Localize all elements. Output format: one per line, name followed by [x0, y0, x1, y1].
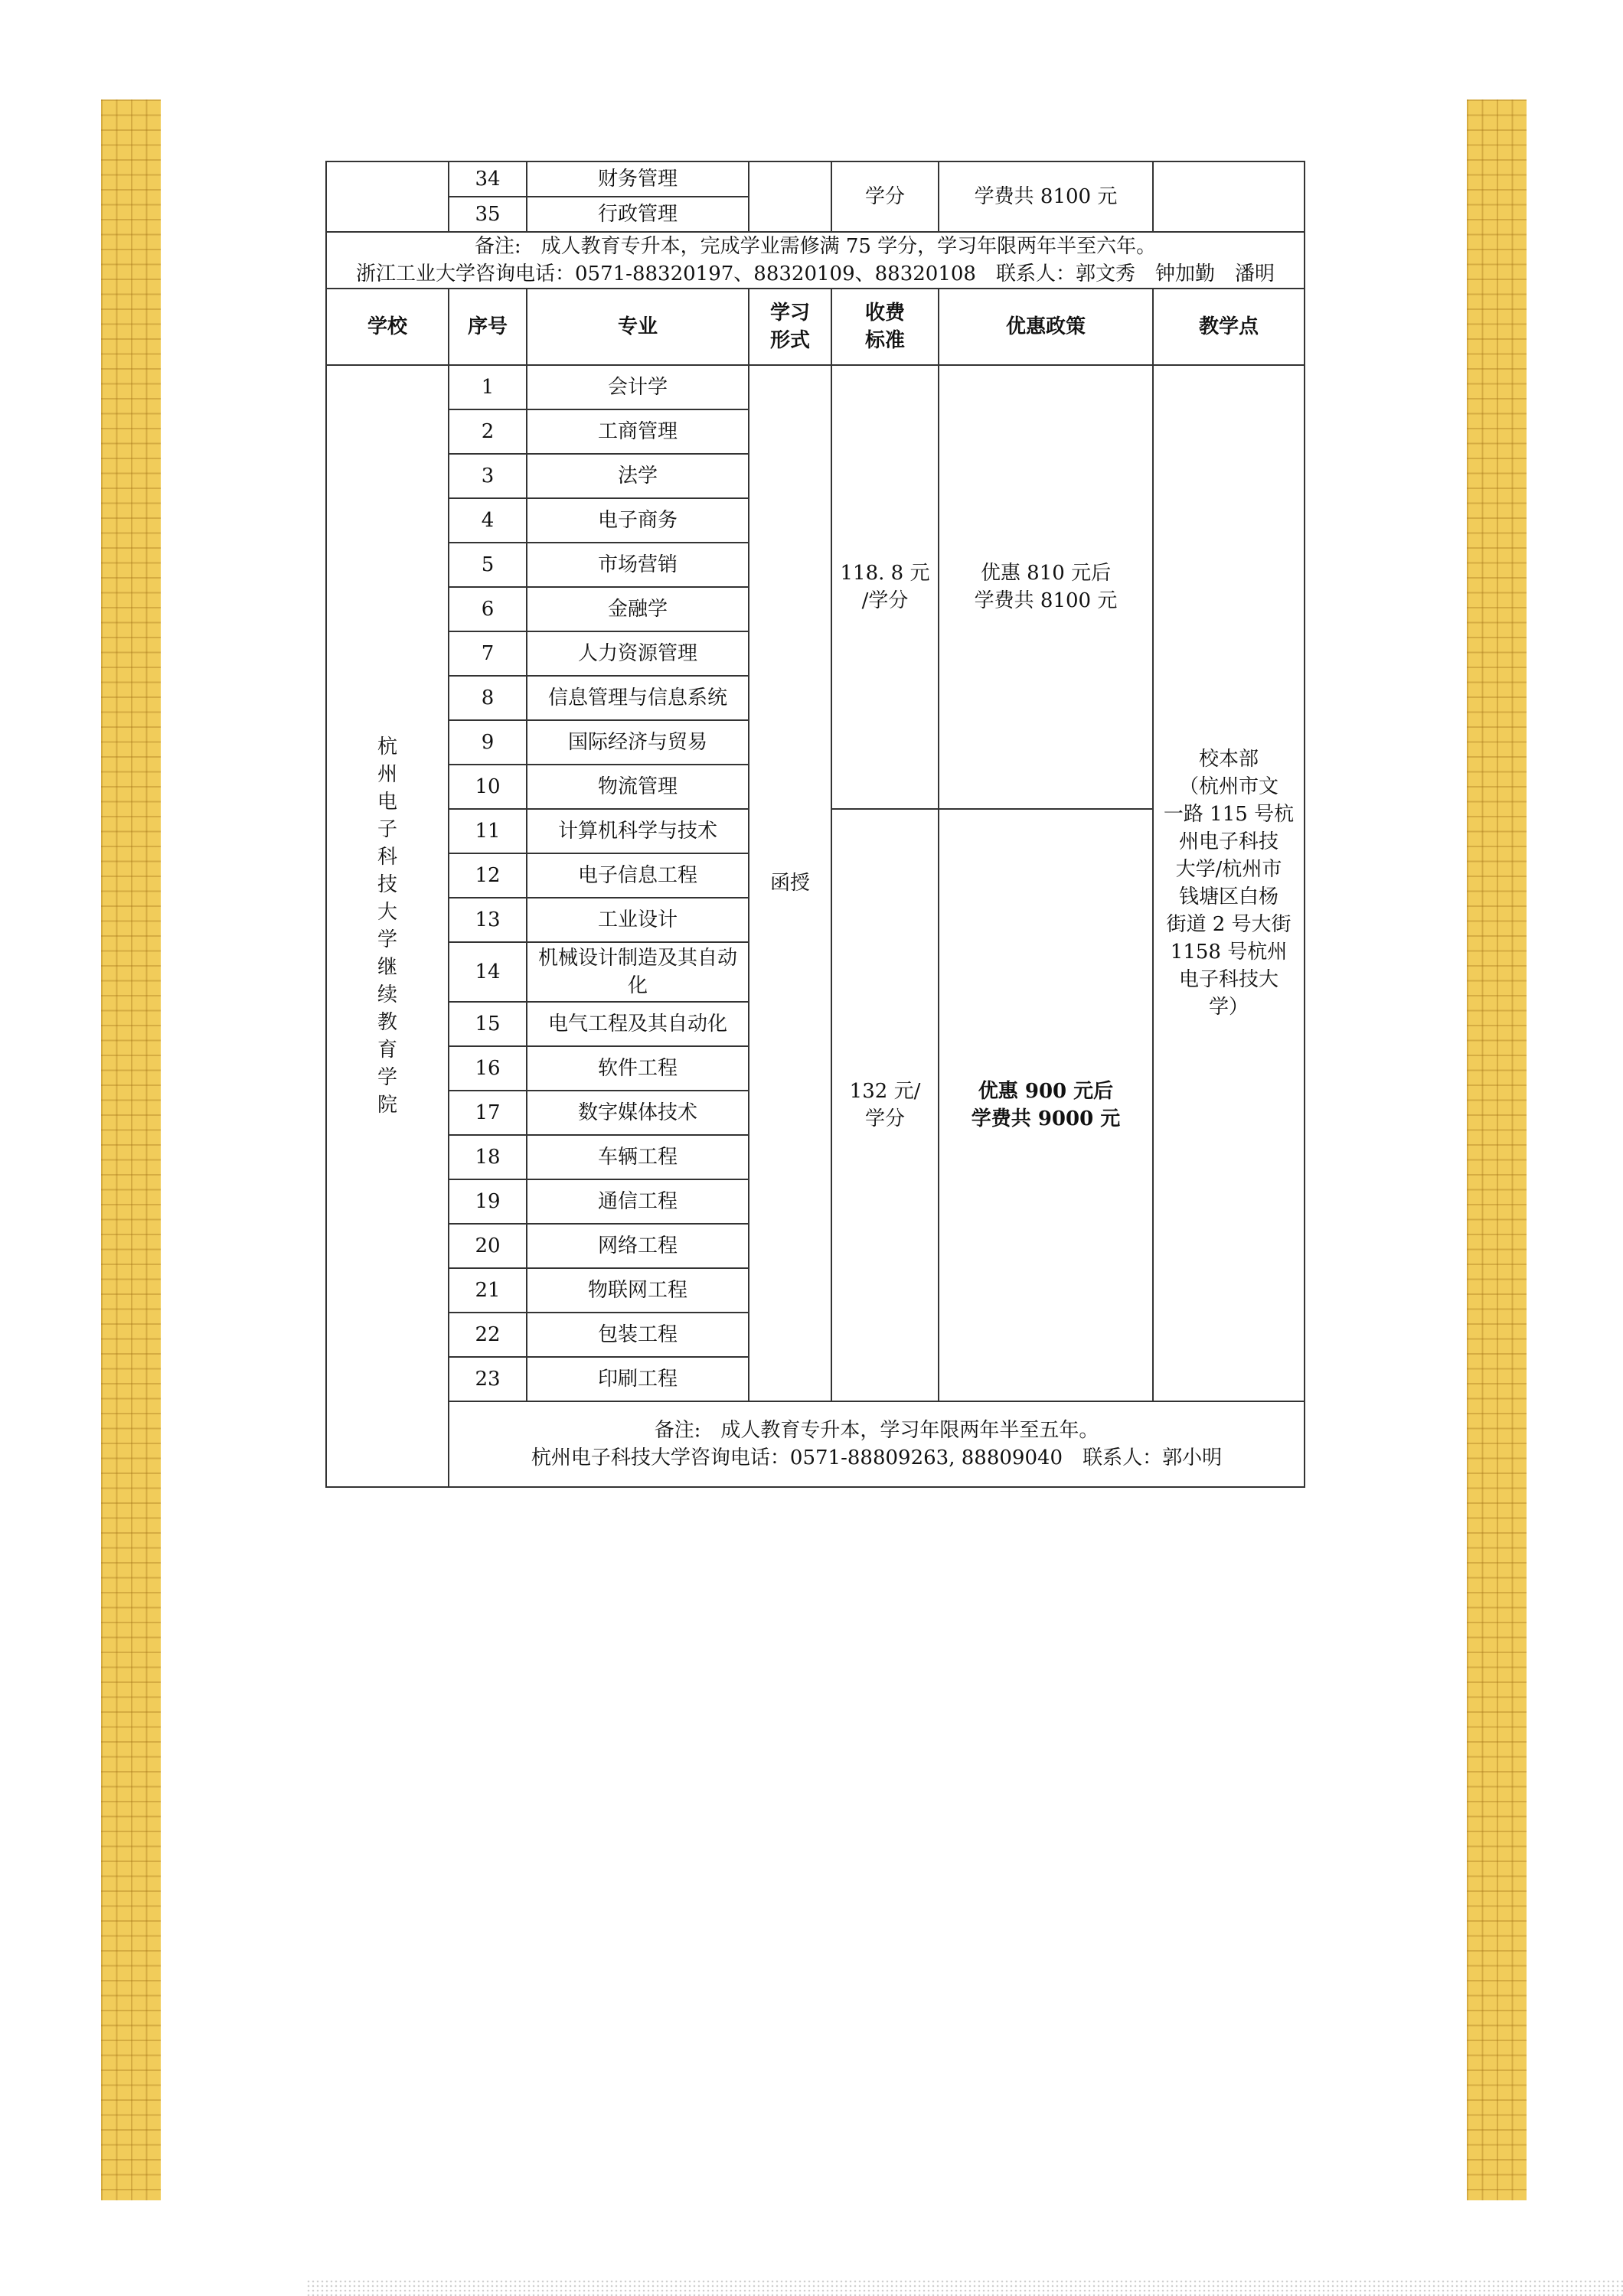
major-name: 通信工程	[527, 1179, 749, 1224]
row-number: 19	[449, 1179, 527, 1224]
row-number: 10	[449, 765, 527, 809]
major-name: 工业设计	[527, 898, 749, 942]
row-number: 5	[449, 543, 527, 587]
major-name: 网络工程	[527, 1224, 749, 1268]
table-row	[326, 161, 1305, 197]
school-name: 杭 州 电 子 科 技 大 学 继 续 教 育 学 院	[326, 365, 449, 1487]
top-note	[326, 232, 1305, 289]
school-cell-prev	[326, 161, 449, 232]
top-note-line: 备注: 成人教育专升本，完成学业需修满 75 学分，学习年限两年半至六年。	[474, 235, 1157, 258]
page-bottom-edge	[306, 2279, 1623, 2296]
row-number: 2	[449, 409, 527, 454]
row-number: 13	[449, 898, 527, 942]
fee-standard: 118. 8 元 /学分	[831, 365, 939, 809]
discount-policy: 优惠 810 元后 学费共 8100 元	[939, 365, 1153, 809]
left-decorative-strip	[101, 99, 161, 2200]
major-name: 印刷工程	[527, 1357, 749, 1401]
header-school: 学校	[326, 289, 449, 365]
bottom-note	[449, 1401, 1305, 1487]
enrollment-table	[325, 161, 1305, 1488]
header-no: 序号	[449, 289, 527, 365]
major-name: 人力资源管理	[527, 631, 749, 676]
major-name: 车辆工程	[527, 1135, 749, 1179]
major-name: 电气工程及其自动化	[527, 1002, 749, 1046]
bottom-note-line: 备注: 成人教育专升本，学习年限两年半至五年。	[654, 1419, 1099, 1442]
major-name: 包装工程	[527, 1313, 749, 1357]
major-name: 计算机科学与技术	[527, 809, 749, 853]
row-number: 8	[449, 676, 527, 720]
row-number: 35	[449, 197, 527, 232]
major-name: 财务管理	[527, 161, 749, 197]
row-number: 22	[449, 1313, 527, 1357]
row-number: 21	[449, 1268, 527, 1313]
teaching-location: 校本部 （杭州市文 一路 115 号杭 州电子科技 大学/杭州市 钱塘区白杨 街道 2 号大街 1158 号杭州 电子科技大 学）	[1153, 365, 1305, 1401]
header-policy: 优惠政策	[939, 289, 1153, 365]
table-row	[326, 365, 1305, 409]
major-name: 会计学	[527, 365, 749, 409]
header-location: 教学点	[1153, 289, 1305, 365]
row-number: 1	[449, 365, 527, 409]
table-header	[326, 289, 1305, 365]
major-name: 金融学	[527, 587, 749, 631]
row-number: 34	[449, 161, 527, 197]
major-name: 物流管理	[527, 765, 749, 809]
major-name: 软件工程	[527, 1046, 749, 1091]
table-row	[326, 1401, 1305, 1487]
major-name: 信息管理与信息系统	[527, 676, 749, 720]
row-number: 18	[449, 1135, 527, 1179]
major-name: 行政管理	[527, 197, 749, 232]
row-number: 7	[449, 631, 527, 676]
major-name: 法学	[527, 454, 749, 498]
fee-standard: 132 元/ 学分	[831, 809, 939, 1401]
location-cell-prev	[1153, 161, 1305, 232]
bottom-note-contact: 杭州电子科技大学咨询电话：0571-88809263, 88809040 联系人：郭小明	[531, 1446, 1223, 1469]
study-form-cell-prev	[749, 161, 831, 232]
major-name: 电子商务	[527, 498, 749, 543]
right-decorative-strip	[1467, 99, 1527, 2200]
row-number: 4	[449, 498, 527, 543]
header-major: 专业	[527, 289, 749, 365]
major-name: 数字媒体技术	[527, 1091, 749, 1135]
header-fee: 收费 标准	[831, 289, 939, 365]
fee-cell-prev: 学分	[831, 161, 939, 232]
policy-cell-prev: 学费共 8100 元	[939, 161, 1153, 232]
row-number: 17	[449, 1091, 527, 1135]
row-number: 15	[449, 1002, 527, 1046]
major-name: 市场营销	[527, 543, 749, 587]
major-name: 国际经济与贸易	[527, 720, 749, 765]
header-form: 学习 形式	[749, 289, 831, 365]
major-name: 工商管理	[527, 409, 749, 454]
row-number: 12	[449, 853, 527, 898]
row-number: 20	[449, 1224, 527, 1268]
row-number: 3	[449, 454, 527, 498]
major-name: 电子信息工程	[527, 853, 749, 898]
major-name: 机械设计制造及其自动化	[527, 942, 749, 1002]
discount-policy: 优惠 900 元后 学费共 9000 元	[939, 809, 1153, 1401]
row-number: 23	[449, 1357, 527, 1401]
table-row	[326, 232, 1305, 289]
row-number: 9	[449, 720, 527, 765]
row-number: 16	[449, 1046, 527, 1091]
row-number: 14	[449, 942, 527, 1002]
top-note-contact: 浙江工业大学咨询电话：0571-88320197、88320109、88320108 联系人：郭文秀 钟加勤 潘明	[356, 263, 1275, 285]
row-number: 6	[449, 587, 527, 631]
study-form: 函授	[749, 365, 831, 1401]
major-name: 物联网工程	[527, 1268, 749, 1313]
row-number: 11	[449, 809, 527, 853]
